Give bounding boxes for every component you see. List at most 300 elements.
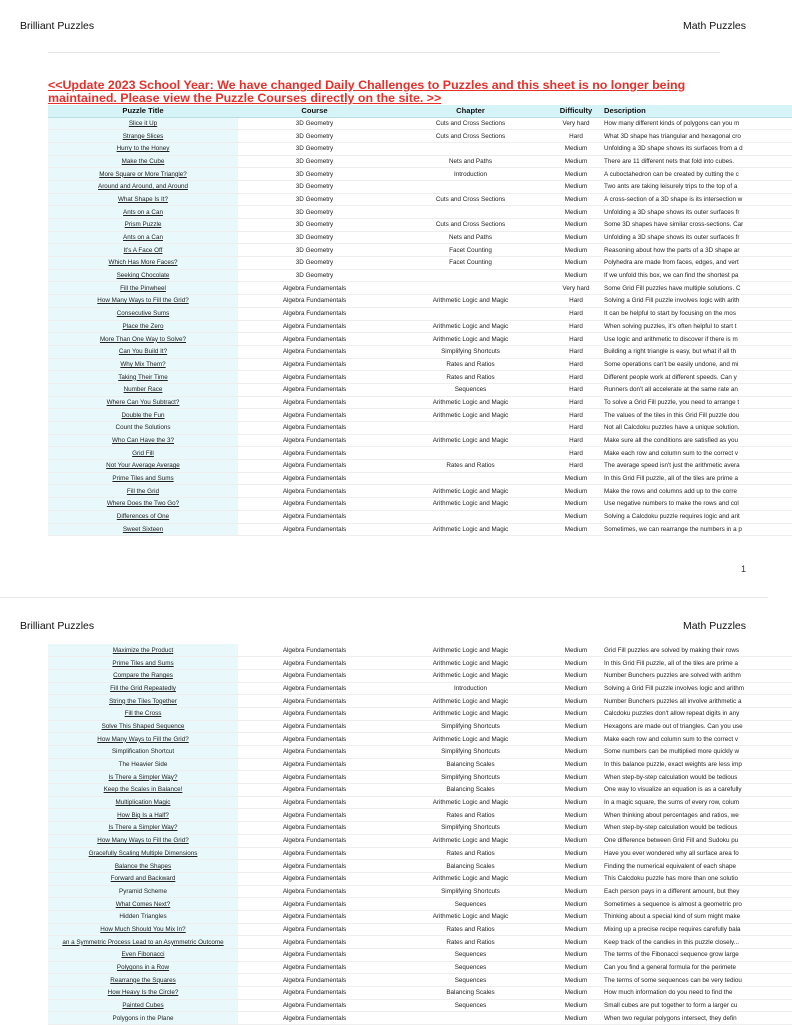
table-row xyxy=(48,320,792,333)
table-row xyxy=(48,510,792,523)
description-cell: A cuboctahedron can be created by cutting the c xyxy=(602,168,792,181)
table-row xyxy=(48,206,792,219)
chapter-cell xyxy=(391,422,550,435)
difficulty-cell: Medium xyxy=(550,733,602,746)
course-cell: Algebra Fundamentals xyxy=(238,295,391,308)
course-cell: 3D Geometry xyxy=(238,117,391,130)
puzzle-title-link[interactable]: Prime Tiles and Sums xyxy=(48,472,238,485)
chapter-cell: Sequences xyxy=(391,898,550,911)
chapter-cell xyxy=(391,282,550,295)
description-cell: Make each row and column sum to the correct v xyxy=(602,447,792,460)
column-header-description: Description xyxy=(602,105,792,117)
table-row xyxy=(48,257,792,270)
description-cell: When step-by-step calculation would be tedious xyxy=(602,822,792,835)
course-cell: Algebra Fundamentals xyxy=(238,860,391,873)
description-cell: Finding the numerical equivalent of each shape xyxy=(602,860,792,873)
course-cell: Algebra Fundamentals xyxy=(238,434,391,447)
puzzle-title-link[interactable]: Why Mix Them? xyxy=(48,358,238,371)
description-cell: One way to visualize an equation is as a carefully xyxy=(602,784,792,797)
table-row xyxy=(48,707,792,720)
course-cell: Algebra Fundamentals xyxy=(238,1012,391,1025)
difficulty-cell: Medium xyxy=(550,987,602,1000)
document-page-2 xyxy=(0,600,768,1024)
course-cell: Algebra Fundamentals xyxy=(238,961,391,974)
difficulty-cell: Medium xyxy=(550,269,602,282)
table-row xyxy=(48,282,792,295)
course-cell: Algebra Fundamentals xyxy=(238,796,391,809)
puzzle-title-link[interactable]: Polygons in the Plane xyxy=(48,1012,238,1025)
table-row xyxy=(48,117,792,130)
description-cell: How many different kinds of polygons can you m xyxy=(602,117,792,130)
table-row xyxy=(48,974,792,987)
puzzle-title-link[interactable]: Double the Fun xyxy=(48,409,238,422)
difficulty-cell: Medium xyxy=(550,758,602,771)
puzzle-title-link[interactable]: Where Can You Subtract? xyxy=(48,396,238,409)
chapter-cell: Simplifying Shortcuts xyxy=(391,771,550,784)
course-cell: 3D Geometry xyxy=(238,257,391,270)
puzzle-table xyxy=(48,105,792,536)
description-cell: Number Bunchers puzzles are solved with arithm xyxy=(602,669,792,682)
description-cell: In this Grid Fill puzzle, all of the tiles are prime a xyxy=(602,657,792,670)
difficulty-cell: Medium xyxy=(550,219,602,232)
puzzle-title-link[interactable]: Rearrange the Squares xyxy=(48,974,238,987)
table-row xyxy=(48,130,792,143)
course-cell: Algebra Fundamentals xyxy=(238,999,391,1012)
difficulty-cell: Medium xyxy=(550,961,602,974)
table-row xyxy=(48,383,792,396)
puzzle-title-link[interactable]: Around and Around, and Around xyxy=(48,180,238,193)
table-row xyxy=(48,1012,792,1025)
table-row xyxy=(48,231,792,244)
puzzle-title-link[interactable]: Keep the Scales in Balance! xyxy=(48,784,238,797)
table-row xyxy=(48,269,792,282)
difficulty-cell: Hard xyxy=(550,396,602,409)
description-cell: Some 3D shapes have similar cross-sections. Car xyxy=(602,219,792,232)
course-cell: Algebra Fundamentals xyxy=(238,498,391,511)
course-cell: 3D Geometry xyxy=(238,130,391,143)
description-cell: The average speed isn't just the arithmetic avera xyxy=(602,460,792,473)
page-header-right: Math Puzzles xyxy=(682,620,746,632)
puzzle-title-link[interactable]: How Many Ways to Fill the Grid? xyxy=(48,834,238,847)
update-notice-line-1[interactable]: <<Update 2023 School Year: We have changed Daily Challenges to Puzzles and this sheet is no longer being xyxy=(48,78,686,92)
puzzle-title-link[interactable]: Consecutive Sums xyxy=(48,307,238,320)
table-row xyxy=(48,422,792,435)
chapter-cell: Nets and Paths xyxy=(391,231,550,244)
difficulty-cell: Medium xyxy=(550,923,602,936)
table-row xyxy=(48,434,792,447)
difficulty-cell: Medium xyxy=(550,231,602,244)
difficulty-cell: Medium xyxy=(550,784,602,797)
difficulty-cell: Medium xyxy=(550,771,602,784)
chapter-cell xyxy=(391,142,550,155)
table-row xyxy=(48,485,792,498)
description-cell: The terms of some sequences can be very tediou xyxy=(602,974,792,987)
description-cell: Some Grid Fill puzzles have multiple solutions. C xyxy=(602,282,792,295)
description-cell: Make sure all the conditions are satisfied as you xyxy=(602,434,792,447)
course-cell: Algebra Fundamentals xyxy=(238,523,391,536)
update-notice-line-2[interactable]: maintained. Please view the Puzzle Courses directly on the site. >> xyxy=(48,91,442,105)
chapter-cell: Cuts and Cross Sections xyxy=(391,130,550,143)
difficulty-cell: Hard xyxy=(550,295,602,308)
table-row xyxy=(48,872,792,885)
puzzle-title-link[interactable]: More Than One Way to Solve? xyxy=(48,333,238,346)
puzzle-title-link[interactable]: Forward and Backward xyxy=(48,872,238,885)
puzzle-title-link[interactable]: Differences of One xyxy=(48,510,238,523)
puzzle-title-link[interactable]: The Heavier Side xyxy=(48,758,238,771)
chapter-cell: Introduction xyxy=(391,168,550,181)
chapter-cell xyxy=(391,510,550,523)
puzzle-title-link[interactable]: Ants on a Can xyxy=(48,231,238,244)
course-cell: Algebra Fundamentals xyxy=(238,345,391,358)
course-cell: Algebra Fundamentals xyxy=(238,923,391,936)
page-header-left: Brilliant Puzzles xyxy=(20,20,95,32)
table-row xyxy=(48,498,792,511)
puzzle-title-link[interactable]: Maximize the Product xyxy=(48,644,238,657)
description-cell: Some numbers can be multiplied more quickly w xyxy=(602,746,792,759)
course-cell: Algebra Fundamentals xyxy=(238,733,391,746)
description-cell: Some operations can't be easily undone, and mi xyxy=(602,358,792,371)
table-row xyxy=(48,345,792,358)
column-header-course: Course xyxy=(238,105,391,117)
description-cell: Have you ever wondered why all surface area fo xyxy=(602,847,792,860)
puzzle-title-link[interactable]: an a Symmetric Process Lead to an Asymmetric Outcome xyxy=(48,936,238,949)
course-cell: Algebra Fundamentals xyxy=(238,834,391,847)
course-cell: Algebra Fundamentals xyxy=(238,872,391,885)
chapter-cell: Arithmetic Logic and Magic xyxy=(391,695,550,708)
description-cell: When thinking about percentages and ratios, we xyxy=(602,809,792,822)
description-cell: Calcdoku puzzles don't allow repeat digits in any xyxy=(602,707,792,720)
chapter-cell: Balancing Scales xyxy=(391,987,550,1000)
table-row xyxy=(48,168,792,181)
table-row xyxy=(48,796,792,809)
difficulty-cell: Hard xyxy=(550,409,602,422)
course-cell: Algebra Fundamentals xyxy=(238,987,391,1000)
description-cell: Can you find a general formula for the perimete xyxy=(602,961,792,974)
difficulty-cell: Medium xyxy=(550,155,602,168)
chapter-cell: Arithmetic Logic and Magic xyxy=(391,485,550,498)
description-cell: Keep track of the candies in this puzzle closely... xyxy=(602,936,792,949)
chapter-cell xyxy=(391,307,550,320)
description-cell: Two ants are taking leisurely trips to the top of a xyxy=(602,180,792,193)
difficulty-cell: Medium xyxy=(550,847,602,860)
puzzle-title-link[interactable]: Multiplication Magic xyxy=(48,796,238,809)
difficulty-cell: Medium xyxy=(550,498,602,511)
table-row xyxy=(48,523,792,536)
puzzle-title-link[interactable]: What Shape Is It? xyxy=(48,193,238,206)
puzzle-title-link[interactable]: Can You Build It? xyxy=(48,345,238,358)
puzzle-table xyxy=(48,644,792,1025)
course-cell: Algebra Fundamentals xyxy=(238,974,391,987)
difficulty-cell: Medium xyxy=(550,834,602,847)
puzzle-title-link[interactable]: Balance the Shapes xyxy=(48,860,238,873)
course-cell: Algebra Fundamentals xyxy=(238,383,391,396)
table-row xyxy=(48,834,792,847)
difficulty-cell: Very hard xyxy=(550,117,602,130)
course-cell: Algebra Fundamentals xyxy=(238,682,391,695)
difficulty-cell: Medium xyxy=(550,669,602,682)
puzzle-title-link[interactable]: String the Tiles Together xyxy=(48,695,238,708)
description-cell: What 3D shape has triangular and hexagonal cro xyxy=(602,130,792,143)
description-cell: In this balance puzzle, exact weights are less imp xyxy=(602,758,792,771)
table-row xyxy=(48,682,792,695)
description-cell: Solving a Grid Fill puzzle involves logic with arith xyxy=(602,295,792,308)
difficulty-cell: Medium xyxy=(550,644,602,657)
chapter-cell: Simplifying Shortcuts xyxy=(391,746,550,759)
difficulty-cell: Hard xyxy=(550,307,602,320)
difficulty-cell: Hard xyxy=(550,130,602,143)
column-header-difficulty: Difficulty xyxy=(550,105,602,117)
puzzle-title-link[interactable]: Strange Slices xyxy=(48,130,238,143)
puzzle-title-link[interactable]: How Heavy Is the Circle? xyxy=(48,987,238,1000)
course-cell: Algebra Fundamentals xyxy=(238,409,391,422)
chapter-cell: Arithmetic Logic and Magic xyxy=(391,498,550,511)
puzzle-title-link[interactable]: Solve This Shaped Sequence xyxy=(48,720,238,733)
table-row xyxy=(48,885,792,898)
puzzle-title-link[interactable]: Is There a Simpler Way? xyxy=(48,822,238,835)
chapter-cell: Arithmetic Logic and Magic xyxy=(391,409,550,422)
puzzle-title-link[interactable]: Ants on a Can xyxy=(48,206,238,219)
description-cell: The values of the tiles in this Grid Fill puzzle dou xyxy=(602,409,792,422)
puzzle-title-link[interactable]: Gracefully Scaling Multiple Dimensions xyxy=(48,847,238,860)
puzzle-title-link[interactable]: What Comes Next? xyxy=(48,898,238,911)
chapter-cell: Balancing Scales xyxy=(391,784,550,797)
difficulty-cell: Medium xyxy=(550,974,602,987)
description-cell: Number Bunchers puzzles all involve arithmetic a xyxy=(602,695,792,708)
chapter-cell: Sequences xyxy=(391,974,550,987)
puzzle-title-link[interactable]: Seeking Chocolate xyxy=(48,269,238,282)
puzzle-title-link[interactable]: Prime Tiles and Sums xyxy=(48,657,238,670)
puzzle-title-link[interactable]: Hurry to the Honey xyxy=(48,142,238,155)
chapter-cell: Sequences xyxy=(391,949,550,962)
course-cell: 3D Geometry xyxy=(238,168,391,181)
chapter-cell: Facet Counting xyxy=(391,244,550,257)
description-cell: It can be helpful to start by focusing on the mos xyxy=(602,307,792,320)
description-cell: Solving a Calcdoku puzzle requires logic and arit xyxy=(602,510,792,523)
course-cell: Algebra Fundamentals xyxy=(238,720,391,733)
puzzle-title-link[interactable]: Fill the Grid xyxy=(48,485,238,498)
table-row xyxy=(48,923,792,936)
puzzle-title-link[interactable]: Even Fibonacci xyxy=(48,949,238,962)
table-row xyxy=(48,695,792,708)
chapter-cell: Arithmetic Logic and Magic xyxy=(391,396,550,409)
course-cell: Algebra Fundamentals xyxy=(238,936,391,949)
difficulty-cell: Medium xyxy=(550,472,602,485)
course-cell: Algebra Fundamentals xyxy=(238,472,391,485)
chapter-cell: Arithmetic Logic and Magic xyxy=(391,523,550,536)
table-row xyxy=(48,733,792,746)
puzzle-title-link[interactable]: It's A Face Off xyxy=(48,244,238,257)
description-cell: How much information do you need to find the xyxy=(602,987,792,1000)
course-cell: 3D Geometry xyxy=(238,206,391,219)
puzzle-title-link[interactable]: Count the Solutions xyxy=(48,422,238,435)
difficulty-cell: Medium xyxy=(550,657,602,670)
description-cell: In this Grid Fill puzzle, all of the tiles are prime a xyxy=(602,472,792,485)
puzzle-title-link[interactable]: How Many Ways to Fill the Grid? xyxy=(48,295,238,308)
puzzle-title-link[interactable]: More Square or More Triangle? xyxy=(48,168,238,181)
course-cell: 3D Geometry xyxy=(238,219,391,232)
course-cell: Algebra Fundamentals xyxy=(238,898,391,911)
description-cell: To solve a Grid Fill puzzle, you need to arrange t xyxy=(602,396,792,409)
difficulty-cell: Medium xyxy=(550,142,602,155)
description-cell: When two regular polygons intersect, they defin xyxy=(602,1012,792,1025)
course-cell: Algebra Fundamentals xyxy=(238,485,391,498)
table-row xyxy=(48,809,792,822)
description-cell: Mixing up a precise recipe requires carefully bala xyxy=(602,923,792,936)
puzzle-title-link[interactable]: Sweet Sixteen xyxy=(48,523,238,536)
difficulty-cell: Hard xyxy=(550,447,602,460)
difficulty-cell: Medium xyxy=(550,244,602,257)
description-cell: Hexagons are made out of triangles. Can you use xyxy=(602,720,792,733)
puzzle-title-link[interactable]: Is There a Simpler Way? xyxy=(48,771,238,784)
puzzle-title-link[interactable]: Hidden Triangles xyxy=(48,910,238,923)
table-row xyxy=(48,936,792,949)
chapter-cell: Sequences xyxy=(391,961,550,974)
puzzle-title-link[interactable]: Pyramid Scheme xyxy=(48,885,238,898)
chapter-cell: Arithmetic Logic and Magic xyxy=(391,434,550,447)
difficulty-cell: Medium xyxy=(550,885,602,898)
chapter-cell: Facet Counting xyxy=(391,257,550,270)
table-row xyxy=(48,669,792,682)
difficulty-cell: Medium xyxy=(550,746,602,759)
course-cell: Algebra Fundamentals xyxy=(238,847,391,860)
puzzle-title-link[interactable]: Who Can Have the 3? xyxy=(48,434,238,447)
puzzle-title-link[interactable]: Grid Fill xyxy=(48,447,238,460)
table-row xyxy=(48,784,792,797)
course-cell: Algebra Fundamentals xyxy=(238,707,391,720)
difficulty-cell: Hard xyxy=(550,358,602,371)
description-cell: Building a right triangle is easy, but what if all th xyxy=(602,345,792,358)
course-cell: Algebra Fundamentals xyxy=(238,358,391,371)
description-cell: If we unfold this box, we can find the shortest pa xyxy=(602,269,792,282)
column-header-title: Puzzle Title xyxy=(48,105,238,117)
chapter-cell: Cuts and Cross Sections xyxy=(391,219,550,232)
description-cell: Make each row and column sum to the correct v xyxy=(602,733,792,746)
difficulty-cell: Medium xyxy=(550,206,602,219)
chapter-cell: Introduction xyxy=(391,682,550,695)
description-cell: Use logic and arithmetic to discover if there is m xyxy=(602,333,792,346)
course-cell: 3D Geometry xyxy=(238,155,391,168)
chapter-cell: Arithmetic Logic and Magic xyxy=(391,295,550,308)
update-notice[interactable] xyxy=(48,53,720,105)
difficulty-cell: Medium xyxy=(550,910,602,923)
puzzle-title-link[interactable]: Polygons in a Row xyxy=(48,961,238,974)
description-cell: One difference between Grid Fill and Sudoku pu xyxy=(602,834,792,847)
chapter-cell: Arithmetic Logic and Magic xyxy=(391,796,550,809)
chapter-cell: Simplifying Shortcuts xyxy=(391,345,550,358)
chapter-cell: Arithmetic Logic and Magic xyxy=(391,657,550,670)
table-row xyxy=(48,999,792,1012)
course-cell: Algebra Fundamentals xyxy=(238,396,391,409)
description-cell: Thinking about a special kind of sum might make xyxy=(602,910,792,923)
puzzle-title-link[interactable]: Place the Zero xyxy=(48,320,238,333)
course-cell: 3D Geometry xyxy=(238,193,391,206)
table-row xyxy=(48,244,792,257)
description-cell: Sometimes, we can rearrange the numbers in a p xyxy=(602,523,792,536)
table-row xyxy=(48,657,792,670)
chapter-cell: Rates and Ratios xyxy=(391,923,550,936)
table-row xyxy=(48,771,792,784)
difficulty-cell: Medium xyxy=(550,682,602,695)
difficulty-cell: Hard xyxy=(550,460,602,473)
puzzle-title-link[interactable]: Make the Cube xyxy=(48,155,238,168)
puzzle-title-link[interactable]: How Big Is a Half? xyxy=(48,809,238,822)
table-row xyxy=(48,409,792,422)
puzzle-title-link[interactable]: Prism Puzzle xyxy=(48,219,238,232)
table-row xyxy=(48,447,792,460)
chapter-cell: Cuts and Cross Sections xyxy=(391,117,550,130)
table-row xyxy=(48,961,792,974)
puzzle-title-link[interactable]: Fill the Grid Repeatedly xyxy=(48,682,238,695)
difficulty-cell: Very hard xyxy=(550,282,602,295)
description-cell: In a magic square, the sums of every row, colum xyxy=(602,796,792,809)
puzzle-title-link[interactable]: Slice it Up xyxy=(48,117,238,130)
page-number: 1 xyxy=(740,564,746,574)
page-divider xyxy=(0,597,768,598)
puzzle-title-link[interactable]: How Much Should You Mix In? xyxy=(48,923,238,936)
difficulty-cell: Medium xyxy=(550,720,602,733)
difficulty-cell: Hard xyxy=(550,434,602,447)
puzzle-title-link[interactable]: Taking Their Time xyxy=(48,371,238,384)
table-row xyxy=(48,295,792,308)
difficulty-cell: Medium xyxy=(550,898,602,911)
difficulty-cell: Hard xyxy=(550,383,602,396)
table-row xyxy=(48,644,792,657)
chapter-cell: Sequences xyxy=(391,999,550,1012)
difficulty-cell: Medium xyxy=(550,485,602,498)
course-cell: Algebra Fundamentals xyxy=(238,371,391,384)
page-header-right: Math Puzzles xyxy=(682,20,746,32)
table-body xyxy=(48,644,792,1025)
course-cell: Algebra Fundamentals xyxy=(238,644,391,657)
chapter-cell: Arithmetic Logic and Magic xyxy=(391,834,550,847)
puzzle-title-link[interactable]: Which Has More Faces? xyxy=(48,257,238,270)
table-row xyxy=(48,987,792,1000)
chapter-cell: Arithmetic Logic and Magic xyxy=(391,872,550,885)
difficulty-cell: Hard xyxy=(550,371,602,384)
course-cell: Algebra Fundamentals xyxy=(238,784,391,797)
course-cell: Algebra Fundamentals xyxy=(238,657,391,670)
chapter-cell: Arithmetic Logic and Magic xyxy=(391,644,550,657)
difficulty-cell: Hard xyxy=(550,422,602,435)
puzzle-title-link[interactable]: Where Does the Two Go? xyxy=(48,498,238,511)
puzzle-title-link[interactable]: Fill the Pinwheel xyxy=(48,282,238,295)
description-cell: Solving a Grid Fill puzzle involves logic and arithm xyxy=(602,682,792,695)
puzzle-title-link[interactable]: Not Your Average Average xyxy=(48,460,238,473)
description-cell: Unfolding a 3D shape shows its outer surfaces fr xyxy=(602,206,792,219)
chapter-cell: Cuts and Cross Sections xyxy=(391,193,550,206)
puzzle-title-link[interactable]: Painted Cubes xyxy=(48,999,238,1012)
course-cell: 3D Geometry xyxy=(238,269,391,282)
puzzle-title-link[interactable]: Simplification Shortcut xyxy=(48,746,238,759)
table-row xyxy=(48,219,792,232)
difficulty-cell: Medium xyxy=(550,695,602,708)
puzzle-title-link[interactable]: Number Race xyxy=(48,383,238,396)
difficulty-cell: Medium xyxy=(550,510,602,523)
table-row xyxy=(48,333,792,346)
course-cell: Algebra Fundamentals xyxy=(238,758,391,771)
description-cell: When step-by-step calculation would be tedious xyxy=(602,771,792,784)
puzzle-title-link[interactable]: How Many Ways to Fill the Grid? xyxy=(48,733,238,746)
description-cell: Grid Fill puzzles are solved by making their rows xyxy=(602,644,792,657)
description-cell: Unfolding a 3D shape shows its surfaces from a d xyxy=(602,142,792,155)
table-header-row xyxy=(48,105,792,117)
table-row xyxy=(48,460,792,473)
chapter-cell: Arithmetic Logic and Magic xyxy=(391,707,550,720)
course-cell: Algebra Fundamentals xyxy=(238,771,391,784)
course-cell: Algebra Fundamentals xyxy=(238,822,391,835)
puzzle-title-link[interactable]: Compare the Ranges xyxy=(48,669,238,682)
puzzle-title-link[interactable]: Fill the Cross xyxy=(48,707,238,720)
